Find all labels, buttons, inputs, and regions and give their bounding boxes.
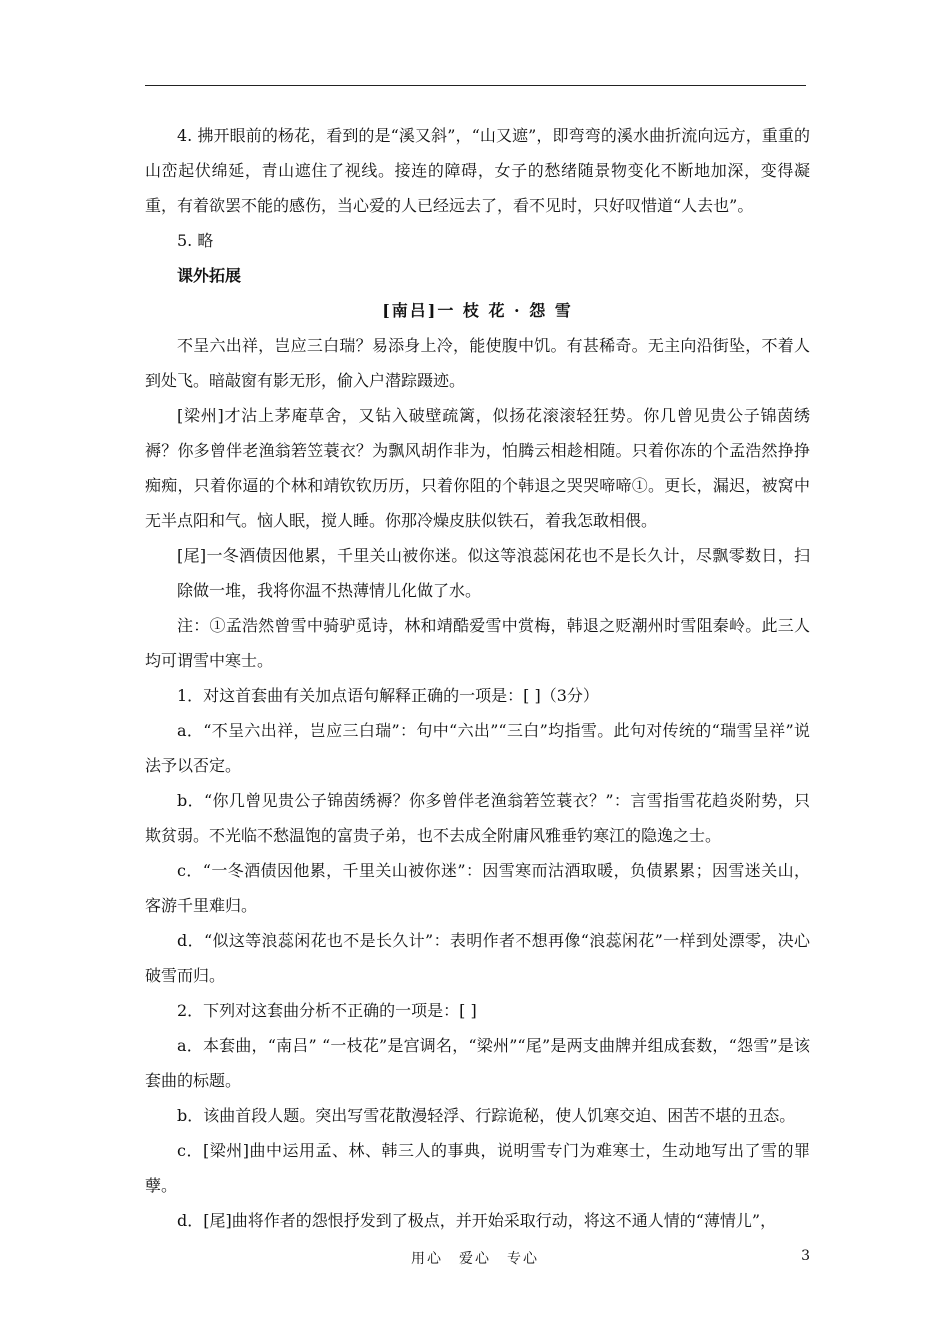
question-1: 1．对这首套曲有关加点语句解释正确的一项是：[ ]（3分） (177, 686, 599, 705)
question-2: 2．下列对这套曲分析不正确的一项是：[ ] (177, 1001, 477, 1020)
page-number: 3 (801, 1248, 810, 1264)
question-1-option-b: b．“你几曾见贵公子锦茵绣褥？你多曾伴老渔翁箬笠蓑衣？”：言雪指雪花趋炎附势，只欺贫弱。不光临不愁温饱的富贵子弟，也不去成全附庸风雅垂钓寒江的隐逸之士。 (145, 791, 810, 845)
question-2-option-a: a．本套曲，“南吕” “一枝花”是宫调名，“梁州”“尾”是两支曲牌并组成套数，“怨雪”是该套曲的标题。 (145, 1036, 810, 1090)
question-1-option-a: a．“不呈六出祥，岂应三白瑞”：句中“六出”“三白”均指雪。此句对传统的“瑞雪呈祥”说法予以否定。 (145, 721, 810, 775)
section-heading: 课外拓展 (177, 266, 242, 285)
page-body (145, 118, 810, 1238)
poem-stanza-wei: [尾]一冬酒债因他累，千里关山被你迷。似这等浪蕊闲花也不是长久计，尽飘零数日，扫除做一堆，我将你温不热薄情儿化做了水。 (177, 546, 810, 600)
question-2-option-c: c．[梁州]曲中运用孟、林、韩三人的事典，说明雪专门为难寒士，生动地写出了雪的罪孽。 (145, 1141, 810, 1195)
paragraph-answer-4: 4. 拂开眼前的杨花，看到的是“溪又斜”，“山又遮”，即弯弯的溪水曲折流向远方，重重的山峦起伏绵延，青山遮住了视线。接连的障碍，女子的愁绪随景物变化不断地加深，变得凝重，有着欲罢不能的感伤，当心爱的人已经远去了，看不见时，只好叹惜道“人去也”。 (145, 126, 810, 215)
poem-title: [南吕]一 枝 花 · 怨 雪 (382, 301, 573, 320)
header-rule (145, 85, 806, 86)
paragraph-answer-5: 5. 略 (177, 231, 214, 250)
question-1-option-d: d．“似这等浪蕊闲花也不是长久计”：表明作者不想再像“浪蕊闲花”一样到处漂零，决心破雪而归。 (145, 931, 810, 985)
question-1-option-c: c．“一冬酒债因他累，千里关山被你迷”：因雪寒而沽酒取暖，负债累累；因雪迷关山，客游千里难归。 (145, 861, 810, 915)
question-2-option-d: d．[尾]曲将作者的怨恨抒发到了极点，并开始采取行动，将这不通人情的“薄情儿”， (177, 1211, 777, 1230)
poem-note: 注：①孟浩然曾雪中骑驴觅诗，林和靖酷爱雪中赏梅，韩退之贬潮州时雪阻秦岭。此三人均可谓雪中寒士。 (145, 616, 810, 670)
poem-stanza-1: 不呈六出祥，岂应三白瑞？易添身上冷，能使腹中饥。有甚稀奇。无主向沿街坠，不着人到处飞。暗敲窗有影无形，偷入户潜踪蹑迹。 (145, 336, 810, 390)
question-2-option-b: b．该曲首段人题。突出写雪花散漫轻浮、行踪诡秘，使人饥寒交迫、困苦不堪的丑态。 (177, 1106, 796, 1125)
footer-slogan: 用心 爱心 专心 (411, 1251, 539, 1267)
poem-stanza-liangzhou: [梁州]才沾上茅庵草舍，又钻入破壁疏篱，似扬花滚滚轻狂势。你几曾见贵公子锦茵绣褥？你多曾伴老渔翁箬笠蓑衣？为飘风胡作非为，怕腾云相趁相随。只着你冻的个孟浩然挣挣痴痴，只着你逼的个林和靖钦钦历历，只着你阻的个韩退之哭哭啼啼①。更长，漏迟，被窝中无半点阳和气。恼人眠，搅人睡。你那冷燥皮肤似铁石，着我怎敢相偎。 (145, 406, 810, 530)
